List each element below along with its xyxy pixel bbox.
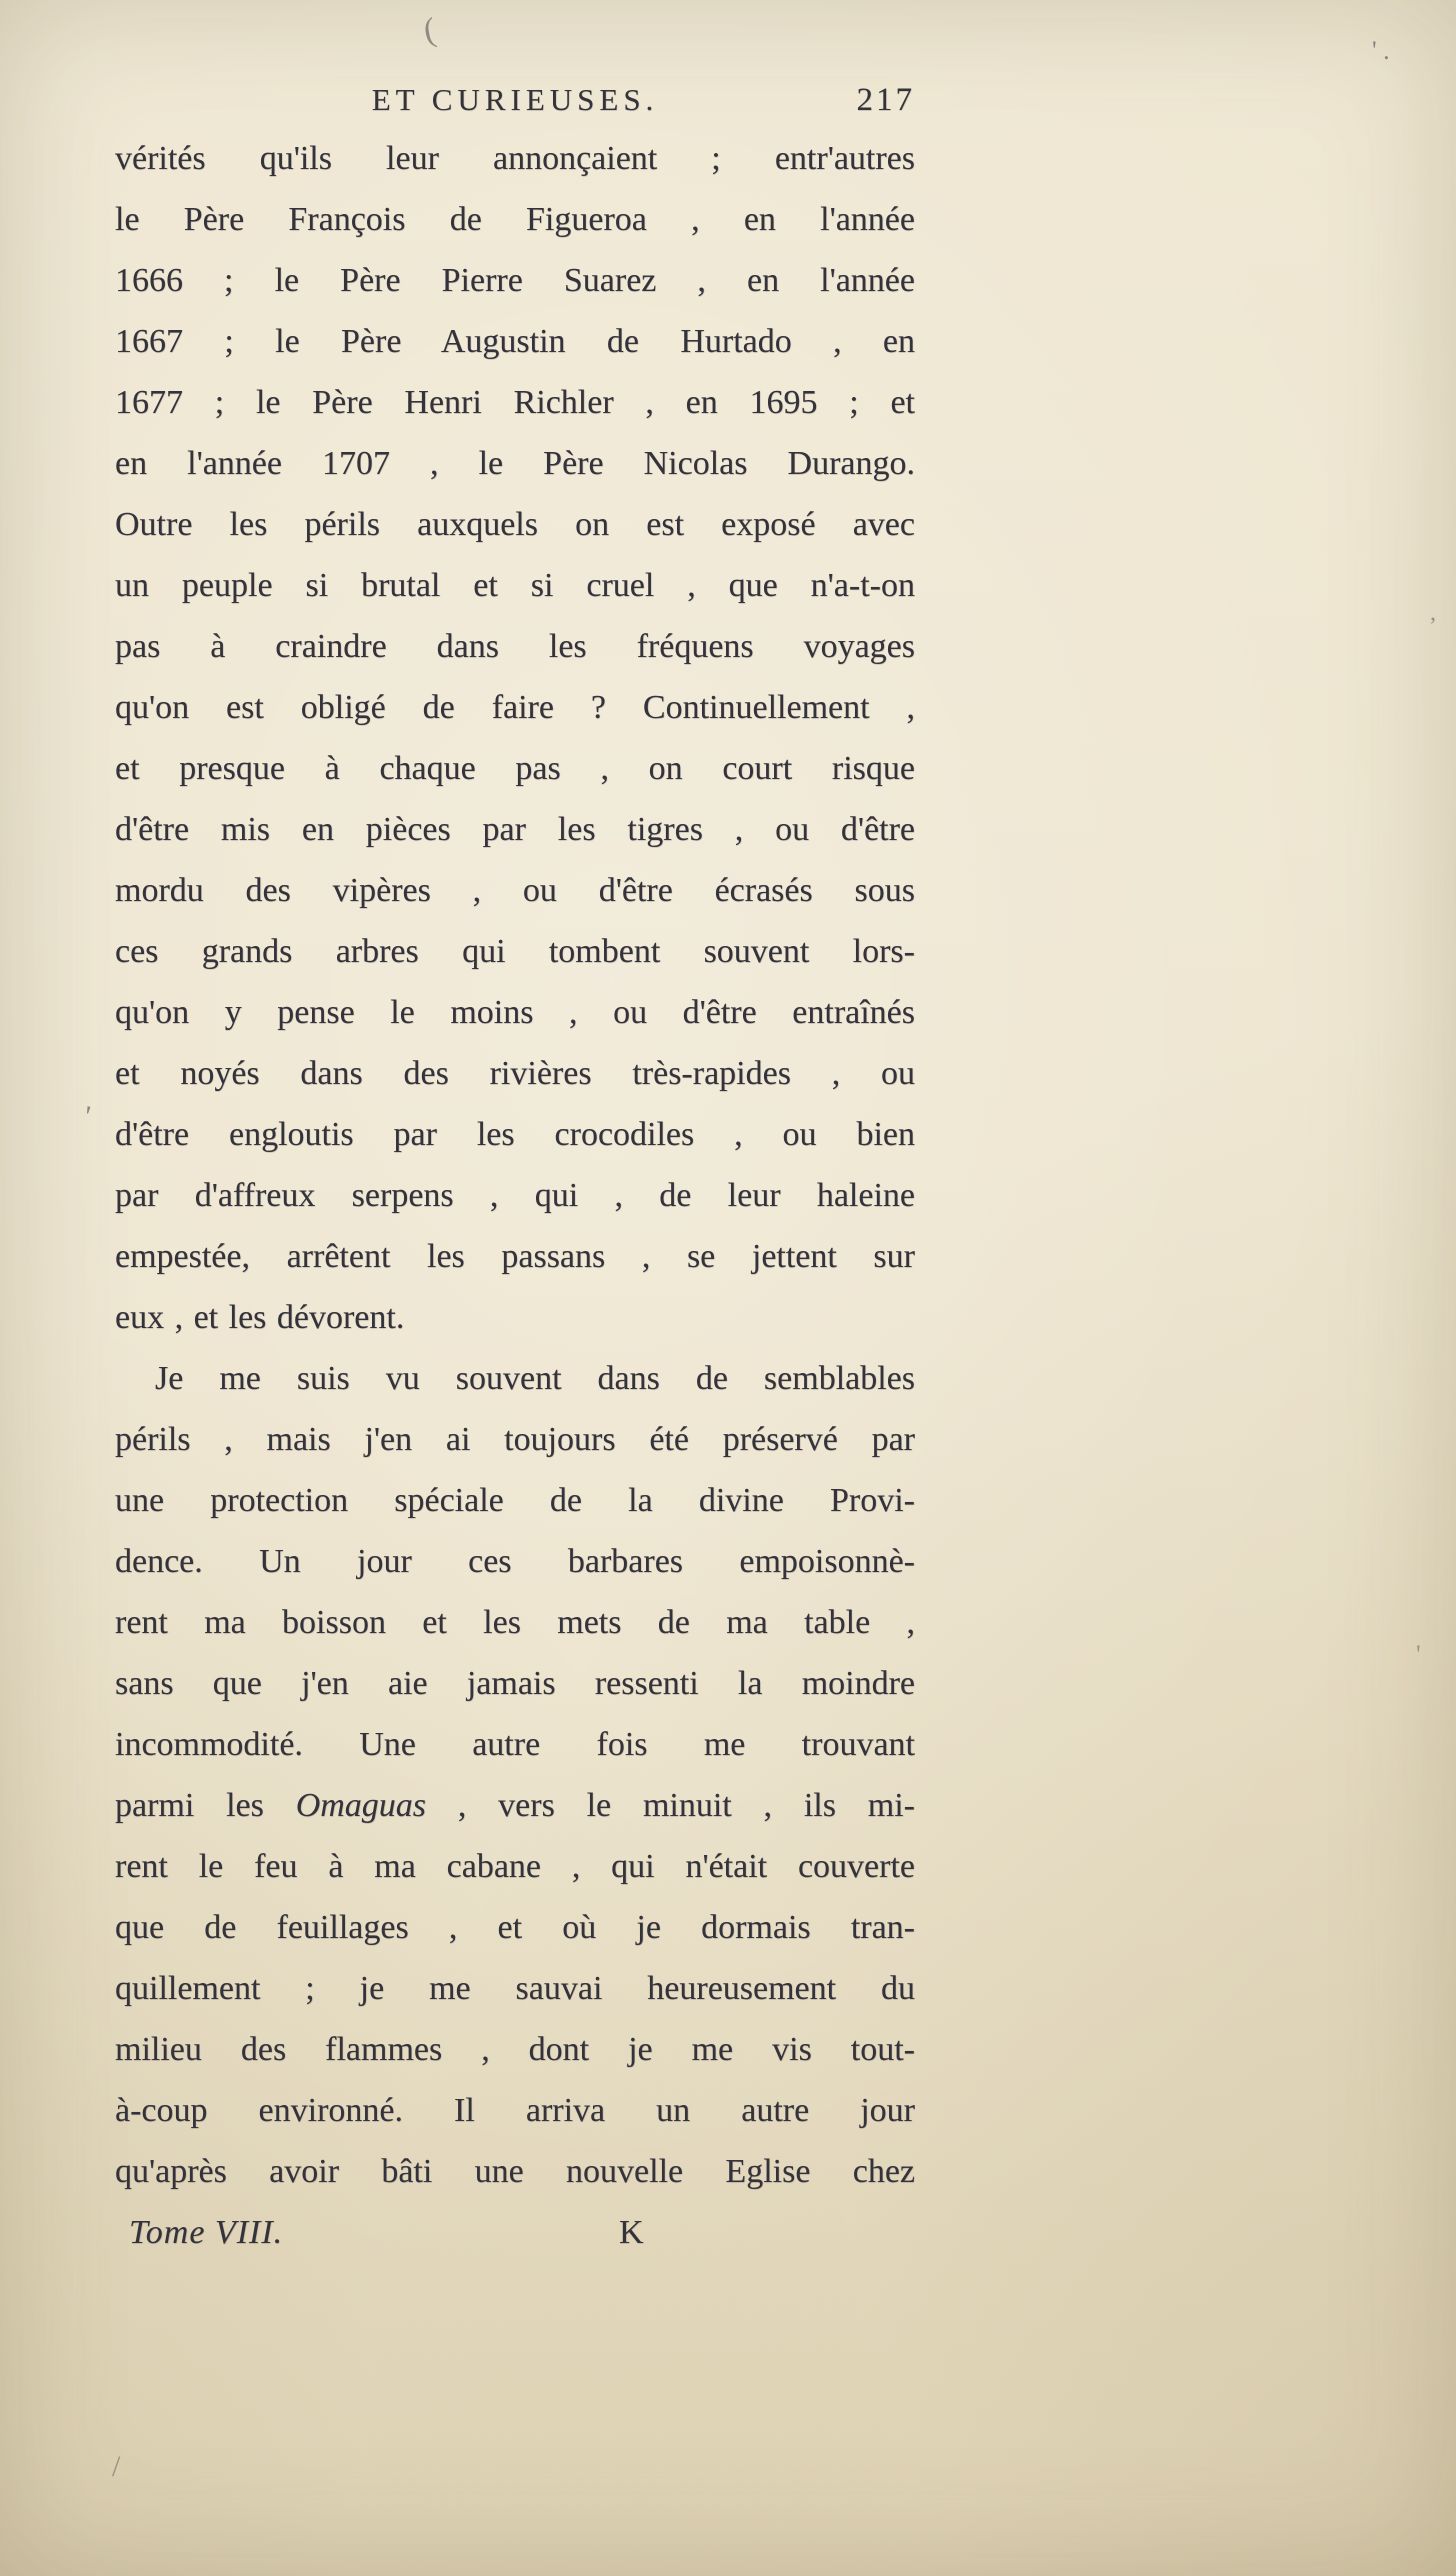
text-line: une protection spéciale de la divine Provi- bbox=[115, 1482, 915, 1519]
scan-artifact-mark: ( bbox=[420, 11, 439, 50]
text-line: par d'affreux serpens , qui , de leur haleine bbox=[115, 1177, 915, 1214]
text-line: 1666 ; le Père Pierre Suarez , en l'année bbox=[115, 262, 915, 299]
text-line: quillement ; je me sauvai heureusement du bbox=[115, 1970, 915, 2007]
text-line: qu'on y pense le moins , ou d'être entraînés bbox=[115, 994, 915, 1031]
text-line: que de feuillages , et où je dormais tran- bbox=[115, 1909, 915, 1946]
text-line: incommodité. Une autre fois me trouvant bbox=[115, 1726, 915, 1763]
page-number: 217 bbox=[856, 82, 915, 118]
text-line: ces grands arbres qui tombent souvent lors- bbox=[115, 933, 915, 970]
text-line: d'être engloutis par les crocodiles , ou bien bbox=[115, 1116, 915, 1153]
text-line: mordu des vipères , ou d'être écrasés sous bbox=[115, 872, 915, 909]
text-line: périls , mais j'en ai toujours été préservé par bbox=[115, 1421, 915, 1458]
text-line: d'être mis en pièces par les tigres , ou d'être bbox=[115, 811, 915, 848]
text-line: milieu des flammes , dont je me vis tout- bbox=[115, 2031, 915, 2068]
scan-artifact-mark: ' bbox=[80, 1099, 93, 1134]
text-line: empestée, arrêtent les passans , se jettent sur bbox=[115, 1238, 915, 1275]
scan-artifact-mark: , bbox=[1430, 600, 1436, 626]
paragraph bbox=[115, 128, 915, 1348]
text-line: sans que j'en aie jamais ressenti la moindre bbox=[115, 1665, 915, 1702]
text-line: et noyés dans des rivières très-rapides , ou bbox=[115, 1055, 915, 1092]
text-line: rent ma boisson et les mets de ma table , bbox=[115, 1604, 915, 1641]
text-line: 1677 ; le Père Henri Richler , en 1695 ; et bbox=[115, 384, 915, 421]
scan-artifact-mark: ' bbox=[1416, 1640, 1421, 1669]
text-line: vérités qu'ils leur annonçaient ; entr'autres bbox=[115, 140, 915, 177]
page-footer bbox=[115, 2202, 915, 2263]
text-line: et presque à chaque pas , on court risque bbox=[115, 750, 915, 787]
text-line: eux , et les dévorent. bbox=[115, 1299, 405, 1336]
scan-artifact-mark: ' . bbox=[1372, 36, 1390, 65]
text-line: rent le feu à ma cabane , qui n'était couverte bbox=[115, 1848, 915, 1885]
signature-mark: K bbox=[619, 2214, 645, 2251]
text-line: 1667 ; le Père Augustin de Hurtado , en bbox=[115, 323, 915, 360]
text-line: Je me suis vu souvent dans de semblables bbox=[155, 1360, 915, 1397]
text-line: parmi les Omaguas , vers le minuit , ils mi- bbox=[115, 1787, 915, 1824]
text-line: pas à craindre dans les fréquens voyages bbox=[115, 628, 915, 665]
running-title: ET CURIEUSES. bbox=[371, 82, 659, 117]
scan-artifact-mark: / bbox=[112, 2450, 121, 2483]
volume-label: Tome VIII. bbox=[129, 2214, 284, 2251]
text-line: un peuple si brutal et si cruel , que n'a-t-on bbox=[115, 567, 915, 604]
text-line: Outre les périls auxquels on est exposé avec bbox=[115, 506, 915, 543]
text-line: dence. Un jour ces barbares empoisonnè- bbox=[115, 1543, 915, 1580]
page-header bbox=[115, 82, 915, 126]
text-line: qu'après avoir bâti une nouvelle Eglise chez bbox=[115, 2153, 915, 2190]
body-text bbox=[115, 128, 915, 2202]
text-line: à-coup environné. Il arriva un autre jour bbox=[115, 2092, 915, 2129]
text-line: en l'année 1707 , le Père Nicolas Durango. bbox=[115, 445, 915, 482]
text-line: qu'on est obligé de faire ? Continuellement , bbox=[115, 689, 915, 726]
italic-term: Omaguas bbox=[295, 1787, 427, 1824]
paragraph bbox=[115, 1348, 915, 2202]
text-line: le Père François de Figueroa , en l'année bbox=[115, 201, 915, 238]
